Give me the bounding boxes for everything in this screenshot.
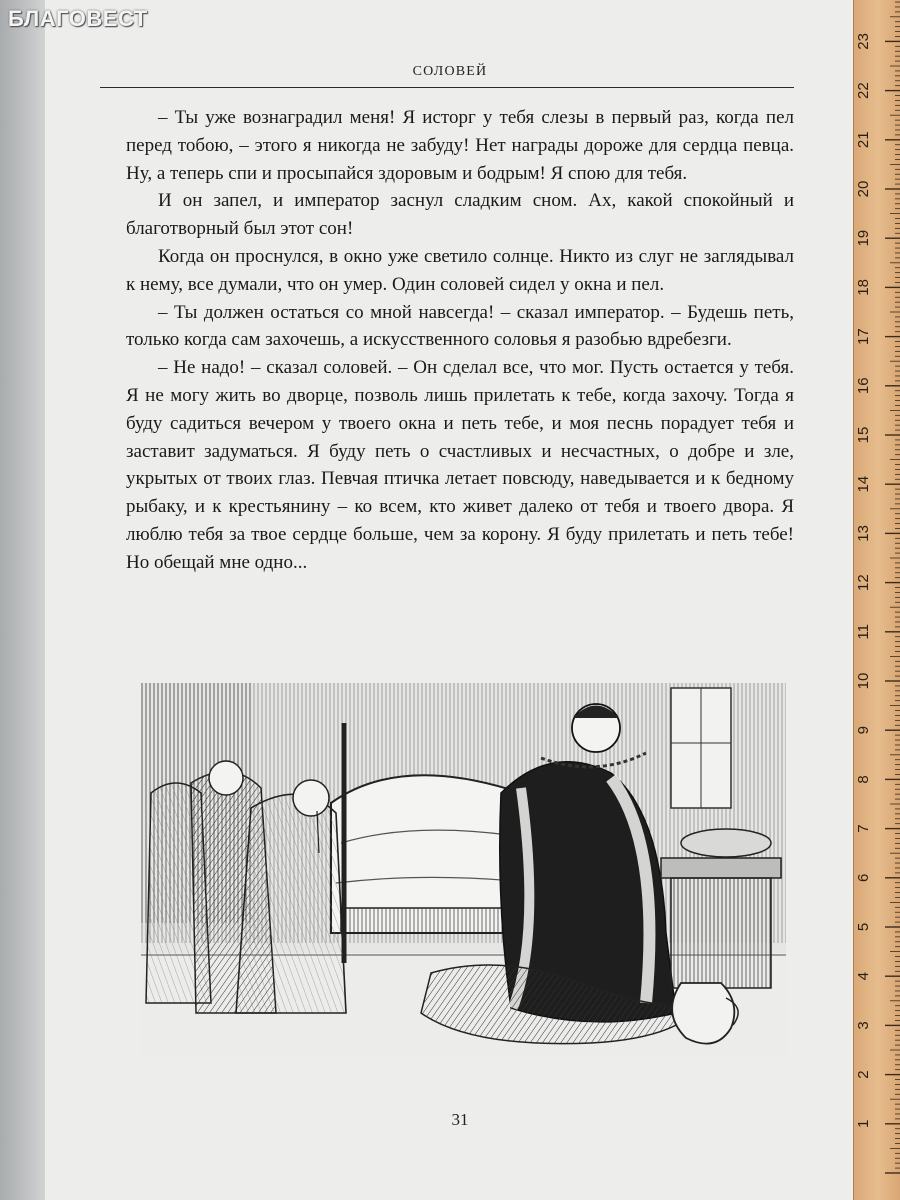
ruler-label: 5 bbox=[855, 922, 872, 932]
emperor-bedroom-engraving bbox=[141, 683, 786, 1058]
ruler-label: 16 bbox=[855, 377, 872, 395]
ruler-label: 7 bbox=[855, 824, 872, 833]
ruler-label: 4 bbox=[855, 972, 872, 981]
wooden-ruler bbox=[853, 0, 900, 1200]
running-head: СОЛОВЕЙ bbox=[412, 64, 488, 79]
header-rule bbox=[100, 87, 794, 88]
ruler-label: 17 bbox=[855, 328, 872, 345]
ruler-label: 1 bbox=[855, 1119, 872, 1128]
ruler-label: 15 bbox=[855, 426, 872, 444]
ruler-label: 3 bbox=[855, 1021, 872, 1030]
ruler-label: 9 bbox=[855, 726, 872, 735]
ruler-scale bbox=[854, 0, 900, 1200]
body-text bbox=[126, 104, 794, 577]
page-gutter-shadow bbox=[0, 0, 50, 1200]
page-number: 31 bbox=[451, 1110, 469, 1129]
ruler-label: 22 bbox=[855, 82, 872, 99]
ruler-label: 19 bbox=[855, 229, 872, 247]
ruler-label: 2 bbox=[855, 1070, 872, 1079]
ruler-label: 11 bbox=[855, 624, 872, 640]
paragraph: И он запел, и император заснул сладким сном. Ах, какой спокойный и благотворный был этот сон! bbox=[126, 190, 794, 240]
paragraph: – Ты должен остаться со мной навсегда! – сказал император. – Будешь петь, только когда сам захочешь, а искусственного соловья я разобью вдребезги. bbox=[126, 301, 794, 351]
paragraph: – Не надо! – сказал соловей. – Он сделал все, что мог. Пусть остается у тебя. Я не могу жить во дворце, позволь лишь прилетать к тебе, когда захочу. Тогда я буду садиться вечером у твоего окна и петь тебе, и моя песнь порадует тебя и заставит задуматься. Я буду петь о счастливых и несчастных, о добре и зле, укрытых от твоих глаз. Певчая птичка летает повсюду, наведывается и к бедному рыбаку, и к крестьянину – ко всем, кто живет далеко от тебя и твоего двора. Я люблю тебя за твое сердце больше, чем за корону. Я буду прилетать и петь тебе! Но обещай мне одно... bbox=[126, 357, 794, 573]
engraving-illustration bbox=[141, 683, 786, 1058]
ruler-label: 14 bbox=[855, 475, 872, 493]
ruler-label: 10 bbox=[855, 672, 872, 690]
ruler-label: 6 bbox=[855, 873, 872, 882]
ruler-label: 23 bbox=[855, 33, 872, 50]
ruler-label: 8 bbox=[855, 775, 872, 784]
watermark-logo: БЛАГОВЕСТ bbox=[8, 6, 148, 31]
ruler-label: 21 bbox=[855, 131, 872, 149]
ruler-label: 12 bbox=[855, 574, 872, 591]
ruler-label: 20 bbox=[855, 180, 872, 198]
ruler-label: 18 bbox=[855, 279, 872, 296]
paragraph: – Ты уже вознаградил меня! Я исторг у тебя слезы в первый раз, когда пел перед тобою, – этого я никогда не забуду! Нет награды дороже для сердца певца. Ну, а теперь спи и просыпайся здоровым и бодрым! Я спою для тебя. bbox=[126, 107, 794, 184]
ruler-label: 13 bbox=[855, 525, 872, 542]
paragraph: Когда он проснулся, в окно уже светило солнце. Никто из слуг не заглядывал к нему, все думали, что он умер. Один соловей сидел у окна и пел. bbox=[126, 245, 794, 295]
